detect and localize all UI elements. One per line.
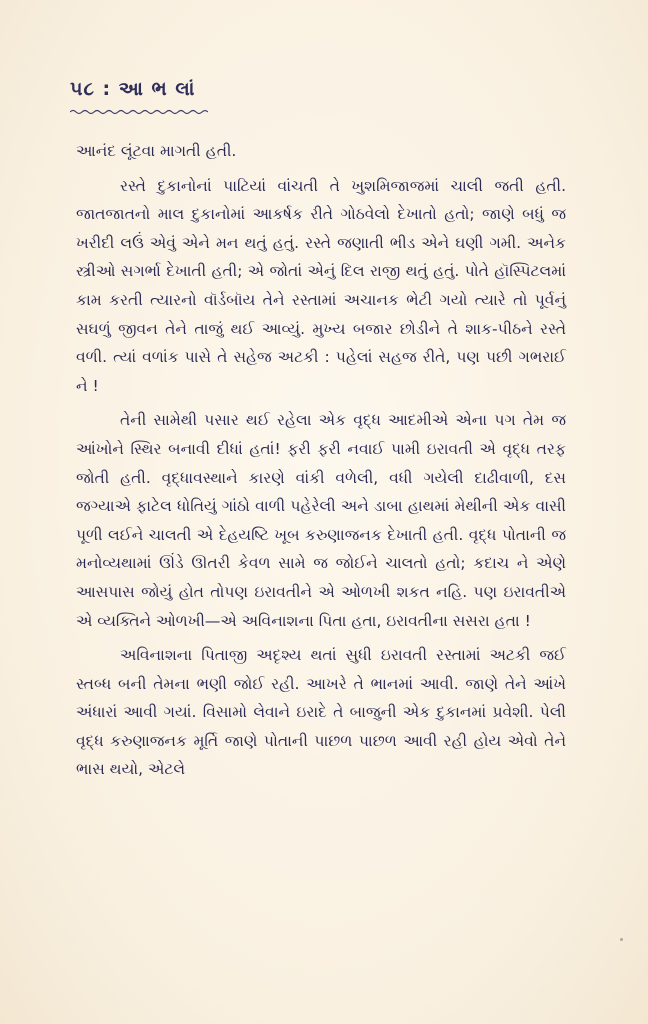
paragraph: રસ્તે દુકાનોનાં પાટિયાં વાંચતી તે ખુશમિજાજમાં ચાલી જતી હતી. જાતજાતનો માલ દુકાનોમાં આકર્ષક રીતે ગોઠવેલો દેખાતો હતો; જાણે બધું જ ખરીદી લઉં એવું એને મન થતું હતું. રસ્તે જણાતી ભીડ એને ઘણી ગમી. અનેક સ્ત્રીઓ સગર્ભા દેખાતી હતી; એ જોતાં એનું દિલ રાજી થતું હતું. પોતે હૉસ્પિટલમાં કામ કરતી ત્યારનો વૉર્ડબૉય તેને રસ્તામાં અચાનક ભેટી ગયો ત્યારે તો પૂર્વનું સઘળું જીવન તેને તાજું થઈ આવ્યું. મુખ્ય બજાર છોડીને તે શાક-પીઠને રસ્તે વળી. ત્યાં વળાંક પાસે તે સહેજ અટકી : પહેલાં સહજ રીતે, પણ પછી ગભરાઈ ને ! [76,176,566,395]
page-body [76,137,566,784]
paragraph: તેની સામેથી પસાર થઈ રહેલા એક વૃદ્ધ આદમીએ એના પગ તેમ જ આંખોને સ્થિર બનાવી દીધાં હતાં! ફરી ફરી નવાઈ પામી ઇરાવતી એ વૃદ્ધ તરફ જોતી હતી. વૃદ્ધાવસ્થાને કારણે વાંકી વળેલી, વધી ગયેલી દાઢીવાળી, દસ જગ્યાએ ફાટેલ ધોતિયું ગાંઠો વાળી પહેરેલી અને ડાબા હાથમાં મેથીની એક વાસી પૂળી લઈને ચાલતી એ દેહયષ્ટિ ખૂબ કરુણાજનક દેખાતી હતી. વૃદ્ધ પોતાની જ મનોવ્યથામાં ઊંડે ઊતરી કેવળ સામે જ જોઈને ચાલતો હતો; કદાચ ને એણે આસપાસ જોયું હોત તોપણ ઇરાવતીને એ ઓળખી શકત નહિ. પણ ઇરાવતીએ એ વ્યક્તિને ઓળખી—એ અવિનાશના પિતા હતા, ઇરાવતીના સસરા હતા ! [76,411,566,630]
paper-speck [620,938,623,941]
paragraph-continued: આનંદ લૂંટવા માગતી હતી. [76,142,237,160]
paragraph: અવિનાશના પિતાજી અદૃશ્ય થતાં સુધી ઇરાવતી રસ્તામાં અટકી જઈ સ્તબ્ધ બની તેમના ભણી જોઈ રહી. આખરે તે ભાનમાં આવી. જાણે તેને આંખે અંધારાં આવી ગયાં. વિસામો લેવાને ઇરાદે તે બાજુની એક દુકાનમાં પ્રવેશી. પેલી વૃદ્ધ કરુણાજનક મૂર્તિ જાણે પોતાની પાછળ પાછળ આવી રહી હોય એવો તેને ભાસ થયો, એટલે [76,646,566,779]
running-header [70,78,270,119]
wavy-rule-ornament [70,109,208,115]
page-number-and-title: ૫૮ : આ ભ લાં [70,78,196,100]
